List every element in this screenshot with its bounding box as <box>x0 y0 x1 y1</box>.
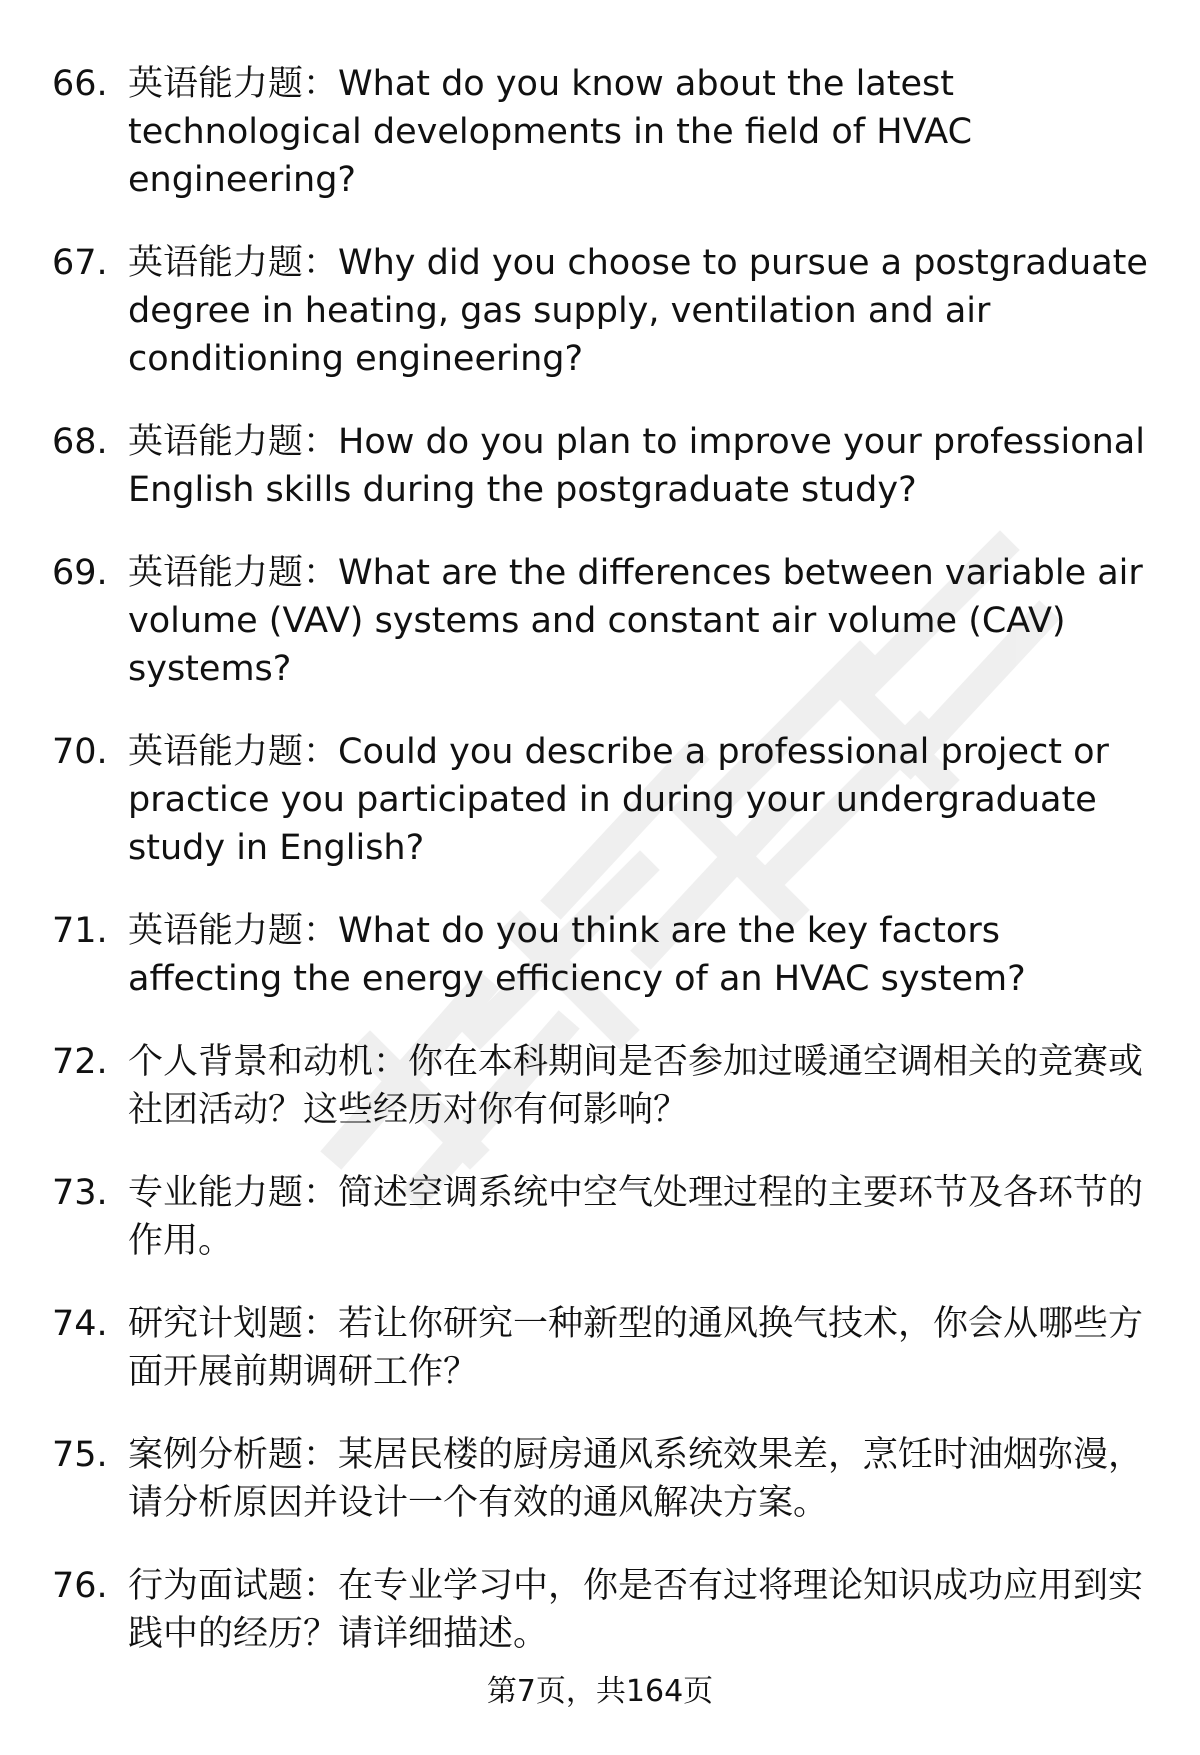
question-number: 71. <box>52 911 108 951</box>
question-item <box>52 60 1162 204</box>
question-text: 案例分析题：某居民楼的厨房通风系统效果差，烹饪时油烟弥漫，请分析原因并设计一个有效的通风解决方案。 <box>128 1435 1144 1523</box>
question-text: 行为面试题：在专业学习中，你是否有过将理论知识成功应用到实践中的经历？请详细描述。 <box>128 1566 1144 1654</box>
question-item <box>52 418 1162 514</box>
question-number: 66. <box>52 64 108 104</box>
question-number: 70. <box>52 732 108 772</box>
question-list <box>52 60 1162 1693</box>
question-text: 英语能力题：What are the differences between variable air volume (VAV) systems and constant air volume (CAV) systems? <box>128 553 1143 689</box>
question-text: 英语能力题：How do you plan to improve your professional English skills during the postgraduate study? <box>128 422 1145 510</box>
question-item <box>52 1562 1162 1658</box>
question-text: 专业能力题：简述空调系统中空气处理过程的主要环节及各环节的作用。 <box>128 1173 1144 1261</box>
question-item <box>52 1038 1162 1134</box>
question-number: 74. <box>52 1304 108 1344</box>
question-number: 73. <box>52 1173 108 1213</box>
question-item <box>52 239 1162 383</box>
question-text: 英语能力题：What do you think are the key factors affecting the energy efficiency of an HVAC system? <box>128 911 1026 999</box>
question-number: 67. <box>52 243 108 283</box>
question-item <box>52 549 1162 693</box>
question-item <box>52 1169 1162 1265</box>
question-text: 英语能力题：Could you describe a professional project or practice you participated in during your undergraduate study in English? <box>128 732 1109 868</box>
question-text: 英语能力题：Why did you choose to pursue a postgraduate degree in heating, gas supply, ventilation and air conditioning engineering? <box>128 243 1148 379</box>
question-item <box>52 728 1162 872</box>
page-footer: 第7页，共164页 <box>486 1674 714 1709</box>
question-number: 72. <box>52 1042 108 1082</box>
question-text: 个人背景和动机：你在本科期间是否参加过暖通空调相关的竞赛或社团活动？这些经历对你有何影响？ <box>128 1042 1144 1130</box>
question-item <box>52 1431 1162 1527</box>
question-text: 研究计划题：若让你研究一种新型的通风换气技术，你会从哪些方面开展前期调研工作？ <box>128 1304 1144 1392</box>
question-number: 69. <box>52 553 108 593</box>
question-number: 68. <box>52 422 108 462</box>
question-number: 76. <box>52 1566 108 1606</box>
question-item <box>52 1300 1162 1396</box>
question-number: 75. <box>52 1435 108 1475</box>
question-text: 英语能力题：What do you know about the latest technological developments in the field of HVAC engineering? <box>128 64 973 200</box>
question-item <box>52 907 1162 1003</box>
